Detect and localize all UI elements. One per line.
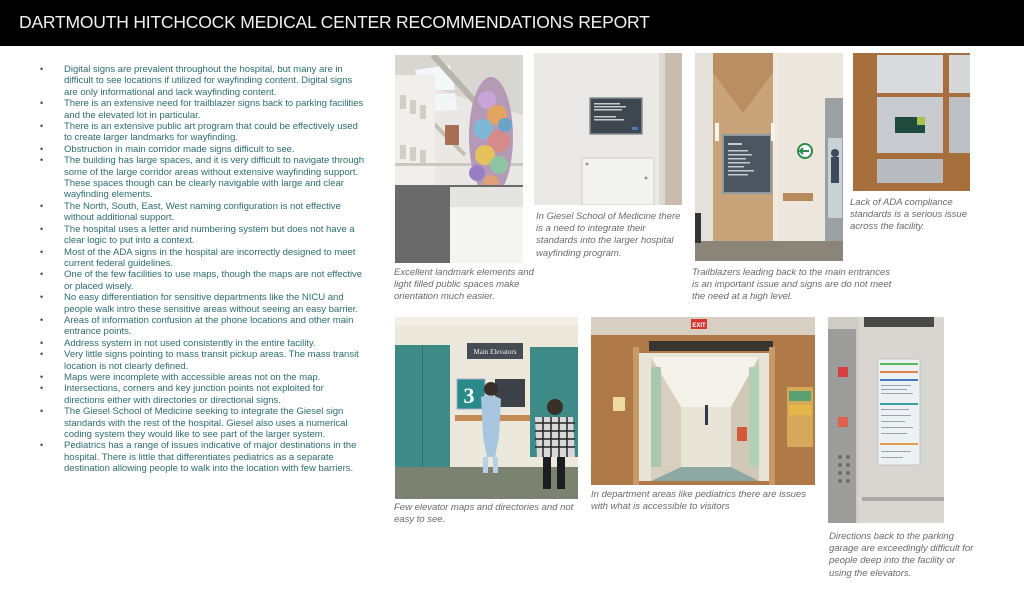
exit-sign-text: EXIT	[692, 323, 706, 329]
bullet-icon: •	[40, 246, 44, 257]
finding-item	[36, 64, 366, 98]
finding-item	[36, 292, 366, 315]
finding-text: The building has large spaces, and it is very difficult to navigate through some of the large corridor areas without extensive wayfinding support. These spaces though can be clearly navigable with large and clear wayfinding elements.	[64, 155, 365, 201]
bullet-icon: •	[40, 223, 44, 234]
elevator-interior-image	[828, 317, 944, 523]
finding-text: One of the few facilities to use maps, though the maps are not effective or placed wisely.	[64, 269, 363, 292]
finding-text: Very little signs pointing to mass transit pickup areas. The mass transit location is not clearly defined.	[64, 349, 359, 372]
bullet-icon: •	[40, 98, 44, 109]
finding-item	[36, 121, 366, 144]
atrium-sculpture-image	[395, 55, 523, 263]
giesel-sign-image	[534, 53, 682, 205]
finding-item	[36, 383, 366, 406]
bullet-icon: •	[40, 155, 44, 166]
finding-item	[36, 144, 366, 155]
finding-text: Pediatrics has a range of issues indicative of major destinations in the hospital. There is little that differentiates pediatrics as a separate destination allowing people to walk into the location with few barriers.	[64, 440, 357, 475]
report-title: DARTMOUTH HITCHCOCK MEDICAL CENTER RECOMMENDATIONS REPORT	[19, 12, 650, 32]
finding-text: No easy differentiation for sensitive departments like the NICU and people walk intro these sensitive areas without seeing an easy barrier.	[64, 292, 359, 315]
bullet-icon: •	[40, 64, 44, 74]
caption-giesel-sign: In Giesel School of Medicine there is a need to integrate their standards into the larger hospital wayfinding program.	[536, 211, 681, 259]
finding-item	[36, 155, 366, 201]
main-elevators-image	[395, 317, 578, 499]
photo-main-elevators	[395, 317, 578, 499]
finding-text: Digital signs are prevalent throughout the hospital, but many are in difficult to see locations if utilized for wayfinding content. Digital signs are only informational and lack wayfinding content.	[64, 64, 353, 98]
caption-level-directory: Trailblazers leading back to the main entrances is an important issue and signs are do not meet the need at a high level.	[692, 267, 892, 303]
finding-text: Most of the ADA signs in the hospital are incorrectly designed to meet current federal guidelines.	[64, 246, 356, 269]
finding-text: There is an extensive public art program that could be effectively used to create larger landmarks for wayfinding.	[64, 121, 358, 144]
photo-pediatrics-corridor	[591, 317, 815, 485]
caption-main-elevators: Few elevator maps and directories and not easy to see.	[394, 502, 574, 526]
finding-text: Intersections, corners and key junction points not exploited for directions either with directories or directional signs.	[64, 383, 324, 406]
finding-item	[36, 224, 366, 247]
finding-item	[36, 349, 366, 372]
bullet-icon: •	[40, 349, 44, 360]
photo-giesel-sign	[534, 53, 682, 205]
finding-text: Areas of information confusion at the phone locations and other main entrance points.	[64, 314, 354, 338]
bullet-icon: •	[40, 292, 44, 303]
photo-atrium-sculpture	[395, 55, 523, 263]
findings-list	[36, 64, 366, 475]
bullet-icon: •	[40, 337, 44, 348]
finding-text: The Giesel School of Medicine seeking to integrate the Giesel sign standards with the rest of the hospital. Giesel also uses a numerical coding system they would like to see part of the larger system.	[64, 406, 348, 440]
finding-item	[36, 372, 366, 383]
bullet-icon: •	[40, 269, 44, 280]
finding-item	[36, 201, 366, 224]
report-header	[0, 0, 1024, 46]
finding-item	[36, 440, 366, 474]
bullet-icon: •	[40, 371, 44, 382]
photo-ada-door	[853, 53, 970, 191]
caption-pediatrics-corridor: In department areas like pediatrics there are issues with what is accessible to visitors	[591, 489, 806, 513]
finding-item	[36, 269, 366, 292]
finding-text: Maps were incomplete with accessible areas not on the map.	[64, 371, 321, 383]
photo-elevator-interior	[828, 317, 944, 523]
bullet-icon: •	[40, 406, 44, 417]
finding-text: Obstruction in main corridor made signs difficult to see.	[64, 143, 295, 155]
bullet-icon: •	[40, 200, 44, 211]
bullet-icon: •	[40, 440, 44, 451]
caption-atrium-sculpture: Excellent landmark elements and light filled public spaces make orientation much easier.	[394, 267, 534, 303]
finding-item	[36, 98, 366, 121]
finding-text: There is an extensive need for trailblazer signs back to parking facilities and the elevated lot in particular.	[64, 98, 364, 121]
pediatrics-corridor-image	[591, 317, 815, 485]
finding-text: The hospital uses a letter and numbering system but does not have a clear logic to put into a context.	[64, 223, 355, 247]
main-elevators-sign-text: Main Elevators	[473, 348, 517, 356]
finding-item	[36, 247, 366, 270]
bullet-icon: •	[40, 383, 44, 394]
finding-text: The North, South, East, West naming configuration is not effective without additional support.	[64, 200, 341, 224]
bullet-icon: •	[40, 143, 44, 154]
bullet-icon: •	[40, 314, 44, 325]
finding-item	[36, 315, 366, 338]
finding-text: Address system in not used consistently in the entire facility.	[64, 337, 316, 349]
caption-ada-door: Lack of ADA compliance standards is a serious issue across the facility.	[850, 197, 967, 233]
svg-text:3: 3	[463, 383, 475, 408]
caption-elevator-interior: Directions back to the parking garage are exceedingly difficult for people deep into the facility or using the elevators.	[829, 531, 974, 579]
bullet-icon: •	[40, 121, 44, 132]
photo-level-directory	[695, 53, 843, 261]
finding-item	[36, 406, 366, 440]
level-directory-image	[695, 53, 843, 261]
ada-door-image	[853, 53, 970, 191]
finding-item	[36, 338, 366, 349]
